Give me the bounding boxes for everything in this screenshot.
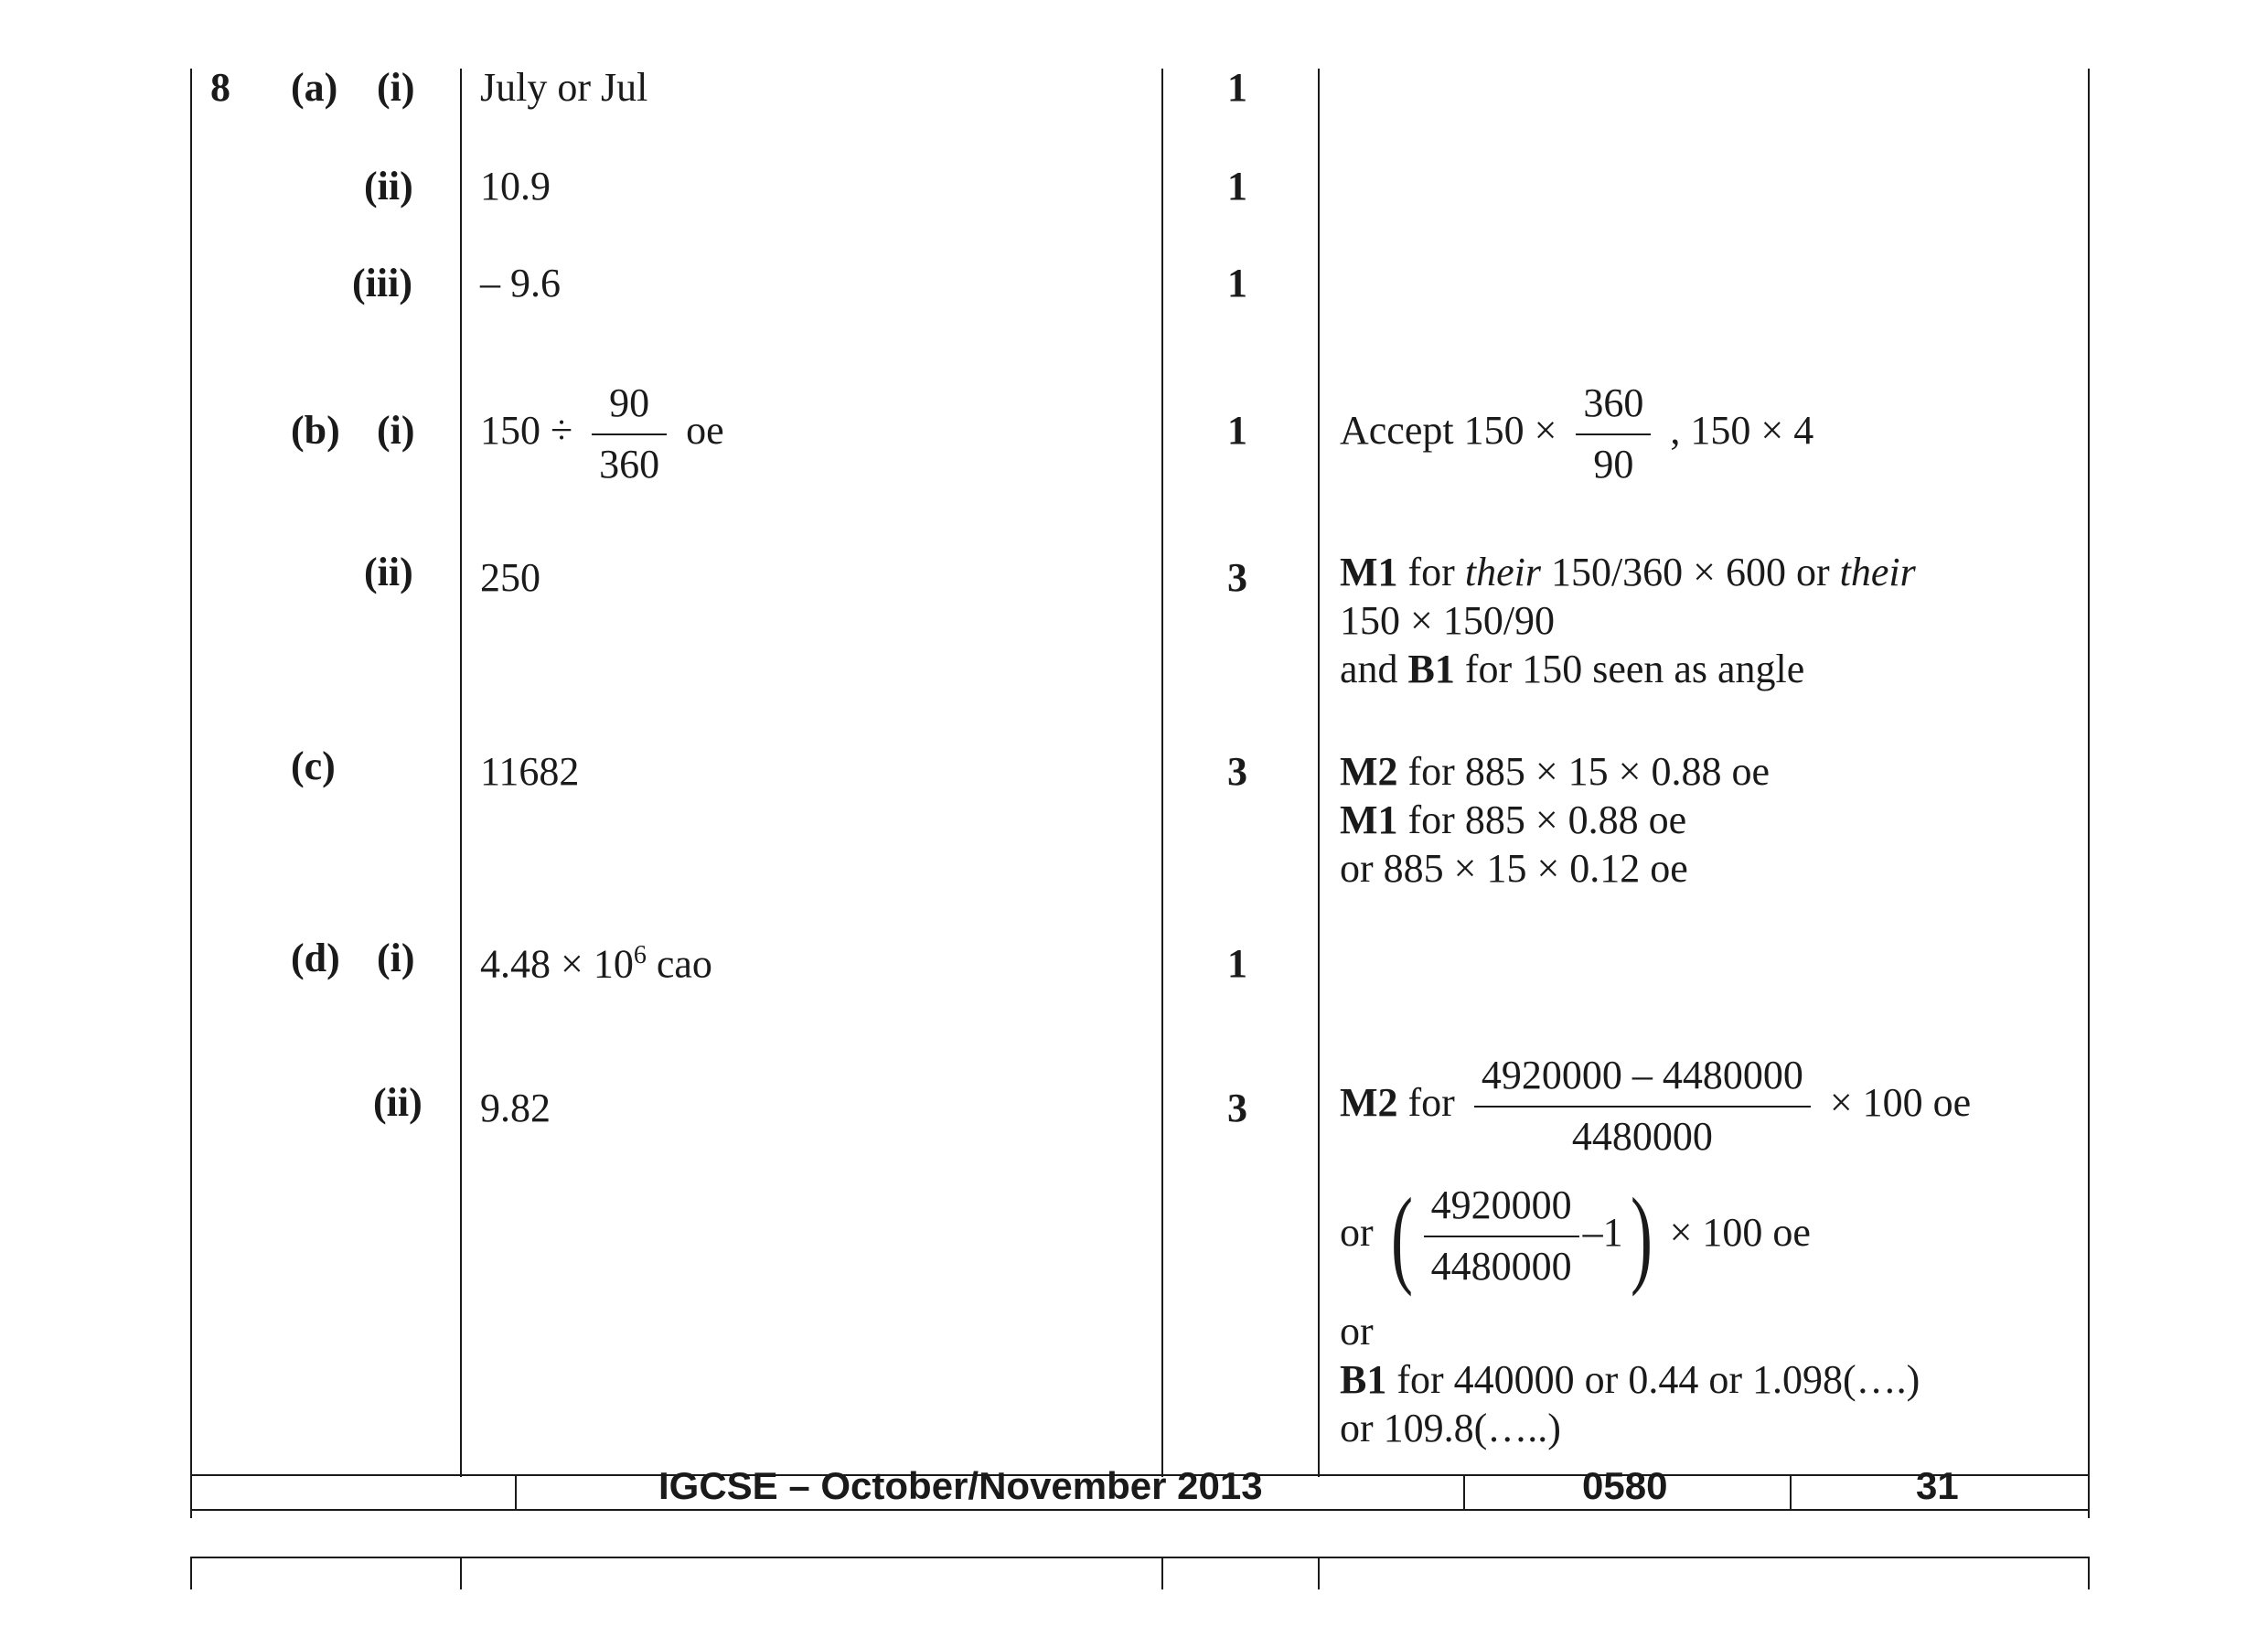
fraction-denominator: 4480000 [1430,1244,1572,1289]
table-divider-guidance [1318,69,1320,1477]
next-table-divider-guidance [1318,1557,1320,1589]
percentage-change-fraction [1474,1052,1811,1161]
guidance-b-i-post: , 150 × 4 [1670,407,1814,453]
table-divider-mark [1161,69,1163,1477]
mark-b-i: 1 [1227,408,1247,453]
answer-a-i: July or Jul [480,65,648,110]
guidance-d-ii-last: or 109.8(…..) [1340,1406,1561,1450]
guidance-b-i-fraction [1576,380,1651,489]
guidance-d-ii-or: or [1340,1309,1374,1354]
next-table-left [190,1557,192,1589]
left-parenthesis: ( [1390,1175,1413,1297]
ratio-fraction [1424,1182,1579,1291]
part-label-c: (c) [291,744,336,788]
table-divider-answer [460,69,462,1477]
mark-code-m1: M1 [1340,797,1398,842]
fraction-denominator: 360 [599,441,660,487]
footer-title: IGCSE – October/November 2013 [658,1464,1263,1507]
mark-code-m2: M2 [1340,749,1398,794]
next-table-right [2088,1557,2090,1589]
mark-a-ii: 1 [1227,164,1247,209]
guidance-c-line2: M1 for 885 × 0.88 oe [1340,797,1687,842]
footer-page: 31 [1916,1464,1959,1507]
mark-c: 3 [1227,749,1247,794]
mark-code-m1: M1 [1340,550,1398,594]
answer-b-i-fraction [592,380,667,489]
answer-a-ii: 10.9 [480,164,551,209]
guidance-b-ii-line2: 150 × 150/90 [1340,598,1556,643]
answer-b-ii: 250 [480,555,540,600]
answer-b-i [480,380,724,489]
part-label-d: (d) [291,936,340,980]
guidance-b-i-pre: Accept 150 × [1340,407,1557,453]
answer-d-ii: 9.82 [480,1086,551,1130]
answer-b-i-post: oe [686,407,724,453]
next-table-divider-mark [1161,1557,1163,1589]
guidance-d-ii-line2: or ( $\frac{4920000}{4480000}$ –1) × 100 oe [1340,1175,1811,1297]
guidance-b-ii-line3: and B1 for 150 seen as angle [1340,647,1805,691]
mark-a-iii: 1 [1227,261,1247,305]
part-label-a: (a) [291,65,338,110]
mark-code-m2: M2 [1340,1079,1398,1125]
part-label-b: (b) [291,408,340,453]
next-table-divider-answer [460,1557,462,1589]
fraction-denominator: 4480000 [1571,1113,1713,1159]
guidance-d-ii-b1: B1 for 440000 or 0.44 or 1.098(….) [1340,1357,1920,1402]
sub-label-a-ii: (ii) [364,164,413,209]
footer-syllabus: 0580 [1582,1464,1668,1507]
guidance-b-ii-line1: M1 for their 150/360 × 600 or their [1340,550,1916,594]
exponent: 6 [633,941,647,969]
mark-d-i: 1 [1227,941,1247,986]
answer-a-iii: – 9.6 [480,261,561,305]
mark-code-b1: B1 [1407,647,1455,691]
fraction-numerator: 4920000 – 4480000 [1474,1052,1811,1108]
sub-label-d-ii: (ii) [373,1080,423,1125]
sub-label-d-i: (i) [377,936,415,980]
next-table-top-rule [190,1557,2090,1558]
sub-label-b-i: (i) [377,408,415,453]
mark-b-ii: 3 [1227,555,1247,600]
footer-divider-1 [515,1474,517,1511]
right-parenthesis: ) [1630,1175,1653,1297]
fraction-numerator: 4920000 [1424,1182,1579,1237]
question-number: 8 [210,65,230,110]
sub-label-a-i: (i) [377,65,415,110]
guidance-c-line3: or 885 × 15 × 0.12 oe [1340,846,1688,891]
table-border-right [2088,69,2090,1518]
fraction-numerator: 90 [592,380,667,435]
guidance-d-ii-line1: M2 for $\frac{4920000 - 4480000}{4480000}$ × 100 oe [1340,1052,1971,1161]
fraction-denominator: 90 [1593,441,1634,487]
answer-d-i: $4.48 \times 10^6$ cao [480,941,712,987]
footer-divider-2 [1463,1474,1465,1511]
fraction-numerator: 360 [1576,380,1651,435]
answer-c: 11682 [480,749,580,794]
mark-a-i: 1 [1227,65,1247,110]
sub-label-b-ii: (ii) [364,550,413,594]
answer-b-i-pre: 150 ÷ [480,407,573,453]
footer-divider-3 [1790,1474,1792,1511]
sub-label-a-iii: (iii) [352,261,412,305]
guidance-c-line1: M2 for 885 × 15 × 0.88 oe [1340,749,1770,794]
guidance-b-i [1340,380,1813,489]
mark-d-ii: 3 [1227,1086,1247,1130]
mark-code-b1: B1 [1340,1357,1387,1402]
table-border-left [190,69,192,1518]
